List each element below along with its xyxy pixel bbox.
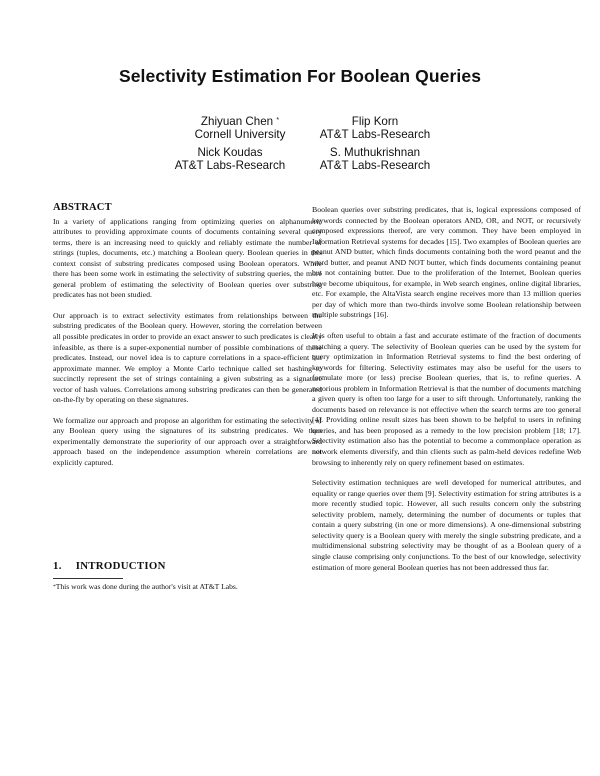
abstract-paragraph: In a variety of applications ranging from optimizing queries on alphanumeric attributes to providing approximate counts of documents containing several query terms, there is an increasing need to quickly and reliably estimate the number of strings (tuples, documents, etc.) matching a Boolean query. Boolean queries in this context consist of substring predicates composed using Boolean operators. While there has been some work in estimating the selectivity of substring queries, the more general problem of estimating the selectivity of Boolean queries over substring predicates has not been studied. bbox=[53, 216, 322, 300]
abstract-heading: ABSTRACT bbox=[53, 202, 112, 213]
author-name: Nick Koudas bbox=[197, 146, 263, 159]
author-block-4 bbox=[305, 146, 445, 173]
author-block-3 bbox=[160, 146, 300, 173]
section-title: INTRODUCTION bbox=[75, 560, 166, 572]
footnote-rule bbox=[53, 578, 123, 579]
footnote-mark: * bbox=[276, 117, 280, 124]
author-name: S. Muthukrishnan bbox=[329, 146, 421, 159]
abstract-paragraph: Our approach is to extract selectivity estimates from relationships between the substring predicates of the Boolean query. However, storing the correlation between all possible predicates in order to provide an exact answer to such predicates is clearly infeasible, as there is a super-exponential number of possible combinations of these predicates. Instead, our novel idea is to capture correlations in a space-efficient but approximate manner. We employ a Monte Carlo technique called set hashing to succinctly represent the set of strings containing a given substring as a signature vector of hash values. Correlations among substring predicates can then be generated on-the-fly by operating on these signatures. bbox=[53, 310, 322, 405]
footnote bbox=[53, 582, 322, 592]
author-affiliation: Cornell University bbox=[194, 128, 286, 142]
body-paragraph: Boolean queries over substring predicates, that is, logical expressions composed of keywords connected by the Boolean operators AND, OR, and NOT, or recursively composed expressions thereof, are very common. They have been employed in Information Retrieval systems for decades [15]. Two examples of Boolean queries are peanut AND butter, which finds documents containing both the word peanut and the word butter, and peanut AND NOT butter, which finds documents containing peanut but not containing butter. Due to the proliferation of the Internet, Boolean queries have become ubiquitous, for example, in Web search engines, online digital libraries, etc. For example, the AltaVista search engine receives more than 13 million queries per day of which more than two-thirds involve some Boolean relationship between multiple substrings [16]. bbox=[312, 205, 581, 320]
footnote-text: This work was done during the author's visit at AT&T Labs. bbox=[55, 582, 238, 591]
right-column bbox=[312, 205, 581, 583]
body-paragraph: It is often useful to obtain a fast and accurate estimate of the fraction of documents matching a query. The selectivity of Boolean queries can be used by the system for query optimization in Information Retrieval systems to find the best ordering of keywords for filtering. Selectivity estimates may also be useful for the users to formulate more (or less) precise Boolean queries, that is, to refine queries. A notorious problem in Information Retrieval is that the number of documents matching a given query is often too large for a user to sift through. Unfortunately, ranking the documents based on relevance is not effective when the search terms are too general [4]. Providing online result sizes has been shown to be helpful to users in refining queries, and has been proposed as a remedy to the low precision problem [18; 17]. Selectivity estimation also has the potential to become a commonplace operation as network elements diversify, and thin clients such as palm-held devices redefine Web browsing to inherently rely on query refinement based on estimates. bbox=[312, 331, 581, 467]
section-heading bbox=[53, 560, 166, 572]
footnote-mark: * bbox=[53, 584, 56, 590]
left-column bbox=[53, 203, 322, 479]
abstract-paragraph: We formalize our approach and propose an algorithm for estimating the selectivity of any Boolean query using the signatures of its substring predicates. We then experimentally demonstrate the superiority of our approach over a straightforward approach based on the independence assumption wherein correlations are not explicitly captured. bbox=[53, 415, 322, 468]
author-block-1 bbox=[170, 115, 310, 142]
author-affiliation: AT&T Labs-Research bbox=[319, 159, 431, 173]
paper-title: Selectivity Estimation For Boolean Queries bbox=[118, 66, 482, 86]
section-number: 1. bbox=[53, 560, 62, 572]
author-name: Flip Korn bbox=[351, 115, 399, 128]
body-paragraph: Selectivity estimation techniques are well developed for numerical attributes, and equality or range queries over them [9]. Selectivity estimation for string attributes is a more recently studied topic. However, all such results concern only the substring selectivity problem, namely, determining the number of documents or tuples that contain a query substring (in one or more dimensions). A one-dimensional substring selectivity query is a Boolean query with merely the single substring predicate, and a multidimensional substring selectivity may be thought of as a Boolean query of a single clause comprising only conjunctions. To the best of our knowledge, selectivity estimation of more general Boolean queries has not been addressed thus far. bbox=[312, 478, 581, 572]
author-name: Zhiyuan Chen bbox=[200, 115, 274, 128]
author-block-2 bbox=[305, 115, 445, 142]
author-affiliation: AT&T Labs-Research bbox=[174, 159, 286, 173]
author-affiliation: AT&T Labs-Research bbox=[319, 128, 431, 142]
